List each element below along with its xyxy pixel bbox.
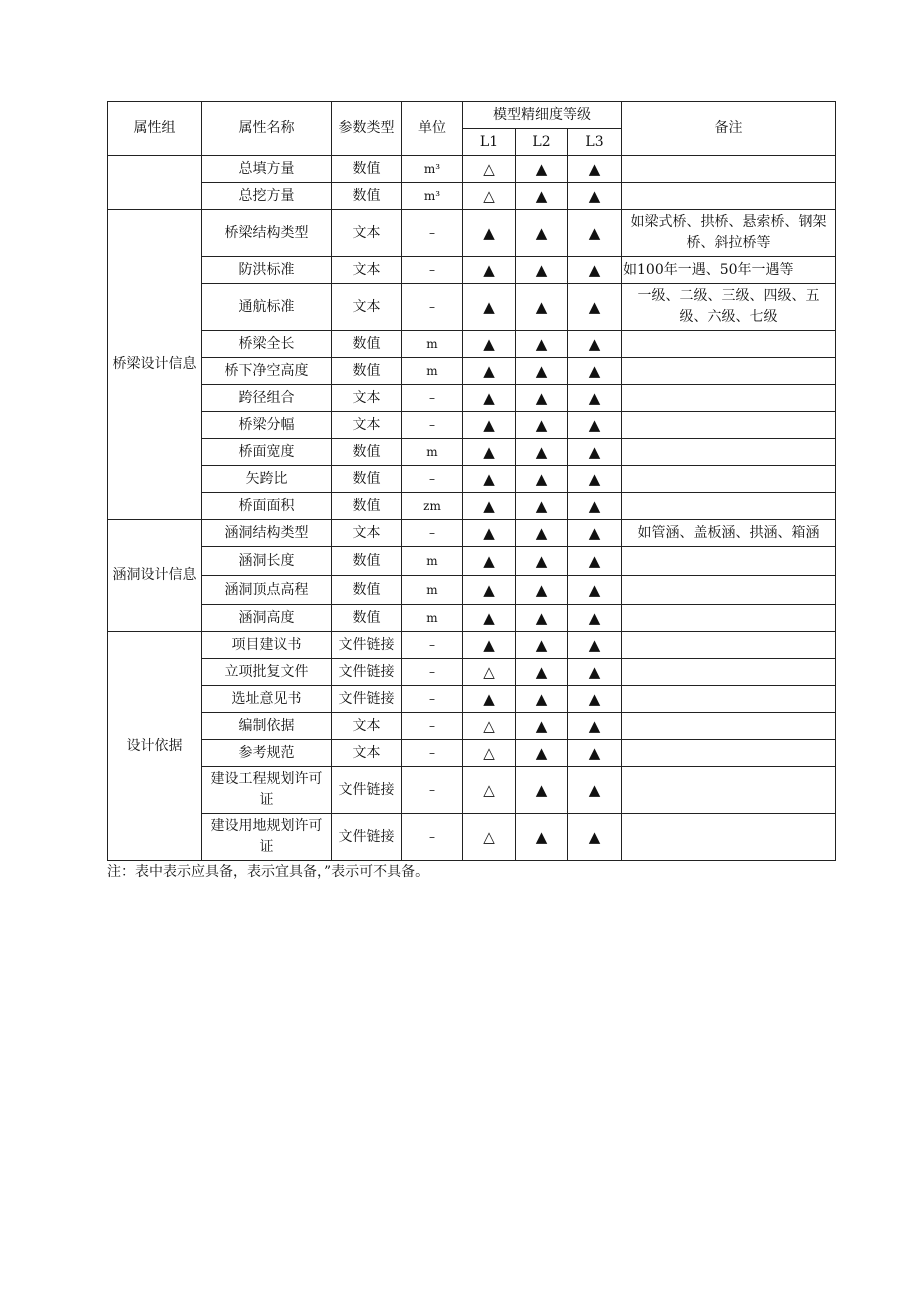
l1-cell: △	[463, 740, 516, 767]
unit-cell: –	[402, 257, 463, 284]
param-type-cell: 文件链接	[332, 686, 402, 713]
remark-cell: 如管涵、盖板涵、拱涵、箱涵	[622, 520, 836, 547]
remark-cell	[622, 605, 836, 632]
remark-cell	[622, 439, 836, 466]
unit-cell: –	[402, 210, 463, 257]
l2-cell: ▲	[516, 210, 568, 257]
l3-cell: ▲	[568, 284, 622, 331]
unit-cell: zm	[402, 493, 463, 520]
unit-cell: m³	[402, 156, 463, 183]
unit-cell: m	[402, 605, 463, 632]
remark-cell	[622, 412, 836, 439]
l1-cell: ▲	[463, 439, 516, 466]
unit-cell: m	[402, 331, 463, 358]
l1-cell: △	[463, 156, 516, 183]
l2-cell: ▲	[516, 740, 568, 767]
l1-cell: ▲	[463, 257, 516, 284]
l1-cell: ▲	[463, 520, 516, 547]
param-type-cell: 数值	[332, 358, 402, 385]
remark-cell	[622, 814, 836, 861]
table-row	[108, 156, 836, 183]
param-type-cell: 文本	[332, 385, 402, 412]
attribute-name-cell: 项目建议书	[202, 632, 332, 659]
l3-cell: ▲	[568, 331, 622, 358]
attribute-name-cell: 参考规范	[202, 740, 332, 767]
param-type-cell: 数值	[332, 547, 402, 576]
attribute-name-cell: 立项批复文件	[202, 659, 332, 686]
l1-cell: △	[463, 183, 516, 210]
table-row	[108, 686, 836, 713]
remark-cell	[622, 385, 836, 412]
l2-cell: ▲	[516, 576, 568, 605]
table-row	[108, 466, 836, 493]
footnote: 注：表中表示应具备，表示宜具备，”表示可不具备。	[107, 864, 430, 880]
remark-cell	[622, 659, 836, 686]
l3-cell: ▲	[568, 713, 622, 740]
l2-cell: ▲	[516, 767, 568, 814]
param-type-cell: 数值	[332, 493, 402, 520]
table-row	[108, 740, 836, 767]
table-row	[108, 520, 836, 547]
attribute-name-cell: 建设用地规划许可证	[202, 814, 332, 861]
unit-cell: –	[402, 740, 463, 767]
param-type-cell: 数值	[332, 576, 402, 605]
l2-cell: ▲	[516, 257, 568, 284]
l1-cell: ▲	[463, 605, 516, 632]
unit-cell: m	[402, 358, 463, 385]
header-l1: L1	[463, 129, 516, 156]
attribute-name-cell: 防洪标准	[202, 257, 332, 284]
attribute-name-cell: 建设工程规划许可证	[202, 767, 332, 814]
param-type-cell: 文本	[332, 210, 402, 257]
l3-cell: ▲	[568, 358, 622, 385]
table-row	[108, 257, 836, 284]
attribute-name-cell: 桥面宽度	[202, 439, 332, 466]
l2-cell: ▲	[516, 547, 568, 576]
table-row	[108, 284, 836, 331]
remark-cell	[622, 686, 836, 713]
table-row	[108, 210, 836, 257]
remark-cell	[622, 331, 836, 358]
unit-cell: –	[402, 385, 463, 412]
header-group: 属性组	[108, 102, 202, 156]
table-row	[108, 632, 836, 659]
header-param-type: 参数类型	[332, 102, 402, 156]
unit-cell: –	[402, 520, 463, 547]
remark-cell: 如100年一遇、50年一遇等	[622, 257, 836, 284]
l1-cell: △	[463, 659, 516, 686]
l2-cell: ▲	[516, 284, 568, 331]
remark-cell	[622, 156, 836, 183]
param-type-cell: 数值	[332, 331, 402, 358]
attribute-name-cell: 通航标准	[202, 284, 332, 331]
attribute-name-cell: 涵洞长度	[202, 547, 332, 576]
l2-cell: ▲	[516, 412, 568, 439]
l2-cell: ▲	[516, 605, 568, 632]
table-row	[108, 767, 836, 814]
l2-cell: ▲	[516, 156, 568, 183]
attribute-name-cell: 编制依据	[202, 713, 332, 740]
attribute-name-cell: 选址意见书	[202, 686, 332, 713]
l2-cell: ▲	[516, 331, 568, 358]
remark-cell	[622, 183, 836, 210]
unit-cell: –	[402, 686, 463, 713]
param-type-cell: 数值	[332, 466, 402, 493]
l1-cell: △	[463, 767, 516, 814]
attribute-name-cell: 涵洞高度	[202, 605, 332, 632]
attribute-name-cell: 跨径组合	[202, 385, 332, 412]
param-type-cell: 文本	[332, 713, 402, 740]
header-lod: 模型精细度等级	[463, 102, 622, 129]
param-type-cell: 文本	[332, 257, 402, 284]
attribute-name-cell: 总填方量	[202, 156, 332, 183]
unit-cell: –	[402, 713, 463, 740]
l3-cell: ▲	[568, 632, 622, 659]
l3-cell: ▲	[568, 156, 622, 183]
unit-cell: –	[402, 814, 463, 861]
l2-cell: ▲	[516, 814, 568, 861]
unit-cell: –	[402, 466, 463, 493]
param-type-cell: 文件链接	[332, 814, 402, 861]
l1-cell: ▲	[463, 686, 516, 713]
l2-cell: ▲	[516, 686, 568, 713]
l3-cell: ▲	[568, 659, 622, 686]
l3-cell: ▲	[568, 814, 622, 861]
l3-cell: ▲	[568, 385, 622, 412]
l3-cell: ▲	[568, 493, 622, 520]
param-type-cell: 文件链接	[332, 632, 402, 659]
unit-cell: m³	[402, 183, 463, 210]
unit-cell: m	[402, 547, 463, 576]
l2-cell: ▲	[516, 632, 568, 659]
l2-cell: ▲	[516, 385, 568, 412]
remark-cell	[622, 466, 836, 493]
l3-cell: ▲	[568, 547, 622, 576]
l3-cell: ▲	[568, 605, 622, 632]
remark-cell	[622, 358, 836, 385]
unit-cell: m	[402, 576, 463, 605]
table-row	[108, 385, 836, 412]
table-row	[108, 713, 836, 740]
l3-cell: ▲	[568, 183, 622, 210]
header-name: 属性名称	[202, 102, 332, 156]
attribute-name-cell: 桥梁全长	[202, 331, 332, 358]
attribute-name-cell: 总挖方量	[202, 183, 332, 210]
l2-cell: ▲	[516, 466, 568, 493]
l1-cell: ▲	[463, 466, 516, 493]
unit-cell: –	[402, 412, 463, 439]
l3-cell: ▲	[568, 767, 622, 814]
unit-cell: m	[402, 439, 463, 466]
l3-cell: ▲	[568, 740, 622, 767]
l1-cell: △	[463, 814, 516, 861]
header-l3: L3	[568, 129, 622, 156]
header-remark: 备注	[622, 102, 836, 156]
table-row	[108, 183, 836, 210]
header-unit: 单位	[402, 102, 463, 156]
group-cell: 桥梁设计信息	[108, 210, 202, 520]
attribute-name-cell: 桥面面积	[202, 493, 332, 520]
param-type-cell: 文本	[332, 520, 402, 547]
l3-cell: ▲	[568, 439, 622, 466]
l2-cell: ▲	[516, 439, 568, 466]
l1-cell: ▲	[463, 412, 516, 439]
unit-cell: –	[402, 632, 463, 659]
l3-cell: ▲	[568, 520, 622, 547]
l1-cell: △	[463, 713, 516, 740]
param-type-cell: 数值	[332, 183, 402, 210]
param-type-cell: 数值	[332, 605, 402, 632]
l3-cell: ▲	[568, 686, 622, 713]
param-type-cell: 文本	[332, 740, 402, 767]
table-row	[108, 605, 836, 632]
l3-cell: ▲	[568, 466, 622, 493]
l2-cell: ▲	[516, 520, 568, 547]
group-cell: 设计依据	[108, 632, 202, 861]
attribute-name-cell: 桥梁分幅	[202, 412, 332, 439]
l2-cell: ▲	[516, 493, 568, 520]
l1-cell: ▲	[463, 331, 516, 358]
l3-cell: ▲	[568, 210, 622, 257]
group-cell: 涵洞设计信息	[108, 520, 202, 632]
table-row	[108, 412, 836, 439]
remark-cell	[622, 713, 836, 740]
attribute-table	[107, 101, 836, 861]
table-row	[108, 576, 836, 605]
param-type-cell: 文本	[332, 284, 402, 331]
l1-cell: ▲	[463, 632, 516, 659]
l1-cell: ▲	[463, 210, 516, 257]
l2-cell: ▲	[516, 183, 568, 210]
table-row	[108, 659, 836, 686]
l3-cell: ▲	[568, 412, 622, 439]
header-l2: L2	[516, 129, 568, 156]
remark-cell: 如梁式桥、拱桥、悬索桥、钢架桥、斜拉桥等	[622, 210, 836, 257]
param-type-cell: 文件链接	[332, 767, 402, 814]
l1-cell: ▲	[463, 284, 516, 331]
remark-cell	[622, 740, 836, 767]
unit-cell: –	[402, 659, 463, 686]
unit-cell: –	[402, 284, 463, 331]
attribute-name-cell: 涵洞结构类型	[202, 520, 332, 547]
param-type-cell: 文件链接	[332, 659, 402, 686]
param-type-cell: 数值	[332, 156, 402, 183]
table-row	[108, 331, 836, 358]
l1-cell: ▲	[463, 385, 516, 412]
param-type-cell: 数值	[332, 439, 402, 466]
table-row	[108, 814, 836, 861]
remark-cell	[622, 767, 836, 814]
remark-cell	[622, 493, 836, 520]
l1-cell: ▲	[463, 576, 516, 605]
l2-cell: ▲	[516, 659, 568, 686]
attribute-name-cell: 桥梁结构类型	[202, 210, 332, 257]
remark-cell	[622, 576, 836, 605]
l3-cell: ▲	[568, 257, 622, 284]
table-row	[108, 493, 836, 520]
table-row	[108, 547, 836, 576]
remark-cell	[622, 547, 836, 576]
l2-cell: ▲	[516, 713, 568, 740]
l1-cell: ▲	[463, 547, 516, 576]
attribute-name-cell: 涵洞顶点高程	[202, 576, 332, 605]
table-row	[108, 439, 836, 466]
param-type-cell: 文本	[332, 412, 402, 439]
remark-cell	[622, 632, 836, 659]
remark-cell: 一级、二级、三级、四级、五级、六级、七级	[622, 284, 836, 331]
attribute-name-cell: 矢跨比	[202, 466, 332, 493]
attribute-name-cell: 桥下净空高度	[202, 358, 332, 385]
l3-cell: ▲	[568, 576, 622, 605]
l1-cell: ▲	[463, 358, 516, 385]
table-row	[108, 358, 836, 385]
l2-cell: ▲	[516, 358, 568, 385]
unit-cell: –	[402, 767, 463, 814]
l1-cell: ▲	[463, 493, 516, 520]
group-cell	[108, 156, 202, 210]
